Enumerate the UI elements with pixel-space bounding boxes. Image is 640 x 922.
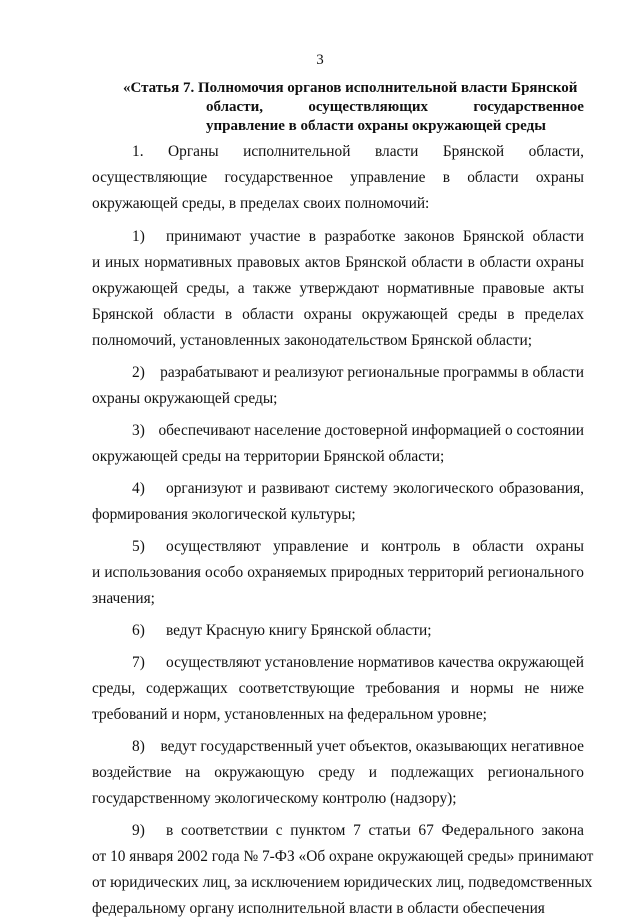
item-number: 1)	[132, 228, 145, 245]
paragraph	[92, 534, 584, 612]
article-heading	[123, 79, 584, 136]
line-word: государственное	[224, 169, 333, 186]
line-word: области	[467, 169, 519, 186]
text-line	[92, 139, 584, 165]
item-number: 2)	[132, 364, 145, 381]
text-line	[92, 702, 584, 728]
text-line	[92, 676, 584, 702]
line-word: Органы	[168, 143, 219, 160]
line-text: федеральному органу исполнительной власти в области обеспечения	[92, 900, 545, 917]
heading-line-2	[123, 98, 584, 117]
heading-word: осуществляющих	[308, 99, 429, 115]
text-line	[92, 165, 584, 191]
item-number: 5)	[132, 538, 145, 555]
line-word: осуществляющие	[92, 169, 208, 186]
text-line	[92, 191, 584, 217]
text-line	[92, 328, 584, 354]
line-text: от юридических лиц, за исключением юридических лиц, подведомственных	[92, 874, 593, 891]
paragraph	[92, 734, 584, 812]
item-number: 9)	[132, 822, 145, 839]
text-line	[92, 476, 584, 502]
page-number: 3	[316, 52, 324, 68]
line-text: обеспечивают население достоверной информацией о состоянии	[158, 422, 584, 439]
text-line	[92, 734, 584, 760]
line-text: организуют и развивают систему экологического образования,	[166, 480, 584, 497]
paragraph	[92, 360, 584, 412]
line-text: и использования особо охраняемых природных территорий регионального	[92, 564, 584, 581]
text-line	[92, 870, 593, 896]
text-line	[92, 418, 584, 444]
text-line	[92, 534, 584, 560]
line-word: управление	[350, 169, 426, 186]
line-text: воздействие на окружающую среду и подлежащих регионального	[92, 764, 584, 781]
paragraph	[92, 224, 584, 354]
item-number: 7)	[132, 654, 145, 671]
text-line	[92, 786, 584, 812]
text-line	[92, 224, 584, 250]
line-word: в	[442, 169, 450, 186]
item-number: 3)	[132, 422, 145, 439]
line-word: исполнительной	[243, 143, 351, 160]
text-line	[92, 360, 584, 386]
paragraph	[92, 818, 594, 922]
line-text: разрабатывают и реализуют региональные программы в области	[160, 364, 584, 381]
article-body	[92, 139, 594, 922]
heading-word: области,	[206, 99, 263, 115]
paragraph	[92, 476, 584, 528]
line-word: власти	[374, 143, 419, 160]
line-text: окружающей среды, а также утверждают нормативные правовые акты	[92, 280, 584, 297]
line-text: государственному экологическому контролю (надзору);	[92, 790, 457, 807]
text-line	[92, 760, 584, 786]
line-text: среды, содержащих соответствующие требования и нормы не ниже	[92, 680, 584, 697]
line-text: значения;	[92, 590, 155, 607]
line-text: ведут Красную книгу Брянской области;	[166, 622, 432, 639]
heading-line-3: управление в области охраны окружающей среды	[206, 118, 546, 134]
line-word: Брянской	[442, 143, 505, 160]
line-text: принимают участие в разработке законов Брянской области	[166, 228, 584, 245]
text-line	[92, 818, 584, 844]
text-line	[92, 250, 584, 276]
line-text: от 10 января 2002 года № 7-ФЗ «Об охране окружающей среды» принимают	[92, 848, 594, 865]
paragraph	[92, 650, 584, 728]
paragraph	[92, 418, 584, 470]
text-line	[92, 560, 584, 586]
line-text: окружающей среды, в пределах своих полномочий:	[92, 195, 430, 212]
line-text: окружающей среды на территории Брянской области;	[92, 448, 445, 465]
line-text: осуществляют управление и контроль в области охраны	[166, 538, 584, 555]
line-text: Брянской области в области охраны окружающей среды в пределах	[92, 306, 584, 323]
line-text: требований и норм, установленных на федеральном уровне;	[92, 706, 487, 723]
line-text: полномочий, установленных законодательством Брянской области;	[92, 332, 533, 349]
line-text: и иных нормативных правовых актов Брянской области в области охраны	[92, 254, 584, 271]
item-number: 4)	[132, 480, 145, 497]
text-line	[92, 502, 584, 528]
paragraph	[92, 618, 584, 644]
text-line	[92, 618, 584, 644]
line-word: охраны	[535, 169, 584, 186]
line-word: области,	[528, 143, 584, 160]
line-text: в соответствии с пунктом 7 статьи 67 Федерального закона	[166, 822, 584, 839]
text-line	[92, 896, 584, 922]
text-line	[92, 302, 584, 328]
heading-word: государственное	[473, 99, 584, 115]
paragraph	[92, 139, 584, 217]
text-line	[92, 844, 594, 870]
item-number: 6)	[132, 622, 145, 639]
text-line	[92, 586, 584, 612]
line-text: формирования экологической культуры;	[92, 506, 356, 523]
text-line	[92, 444, 584, 470]
line-text: ведут государственный учет объектов, оказывающих негативное	[160, 738, 584, 755]
heading-line-1: «Статья 7. Полномочия органов исполнительной власти Брянской	[123, 80, 578, 96]
line-text: охраны окружающей среды;	[92, 390, 278, 407]
line-text: осуществляют установление нормативов качества окружающей	[166, 654, 584, 671]
text-line	[92, 650, 584, 676]
item-number: 8)	[132, 738, 145, 755]
text-line	[92, 276, 584, 302]
text-line	[92, 386, 584, 412]
line-word: 1.	[132, 143, 144, 160]
